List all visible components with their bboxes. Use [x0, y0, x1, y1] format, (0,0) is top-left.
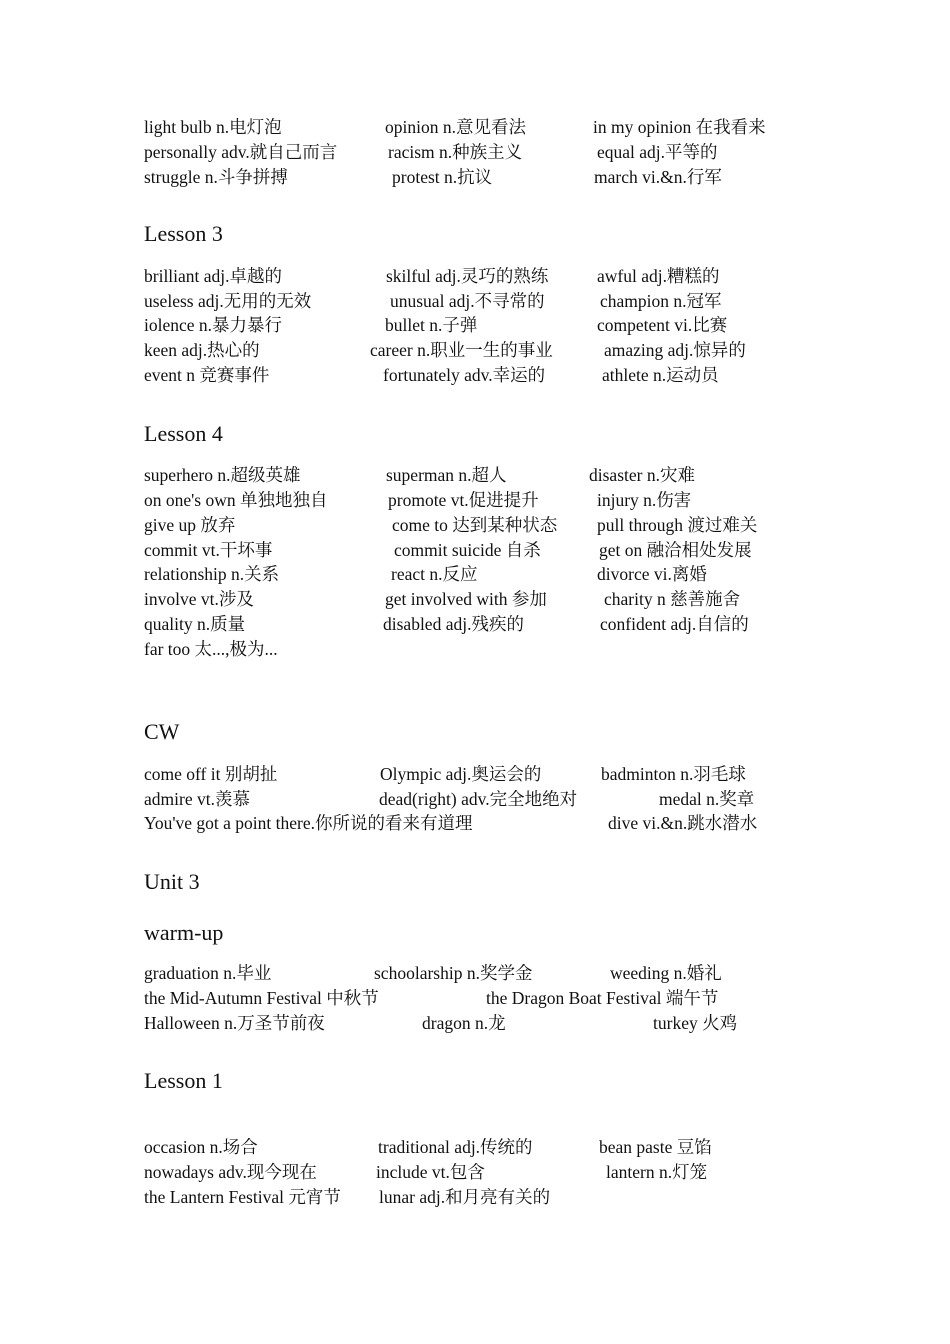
vocab-entry: weeding n.婚礼 [610, 963, 722, 983]
vocab-entry: give up 放弃 [144, 515, 236, 535]
vocab-entry: personally adv.就自己而言 [144, 142, 338, 162]
vocab-entry: schoolarship n.奖学金 [374, 963, 533, 983]
vocab-entry: divorce vi.离婚 [597, 564, 707, 584]
vocab-entry: get involved with 参加 [385, 589, 547, 609]
section-heading: warm-up [144, 920, 224, 945]
section-heading: CW [144, 719, 180, 744]
vocab-entry: dead(right) adv.完全地绝对 [379, 789, 578, 809]
vocab-entry: include vt.包含 [376, 1162, 485, 1182]
vocab-entry: turkey 火鸡 [653, 1013, 738, 1033]
vocab-entry: traditional adj.传统的 [378, 1137, 533, 1157]
vocab-entry: brilliant adj.卓越的 [144, 266, 283, 286]
vocab-entry: bean paste 豆馅 [599, 1137, 712, 1157]
vocab-entry: useless adj.无用的无效 [144, 291, 312, 311]
vocab-entry: in my opinion 在我看来 [593, 117, 766, 137]
vocab-entry: admire vt.羡慕 [144, 789, 250, 809]
vocab-entry: competent vi.比赛 [597, 315, 728, 335]
vocab-entry: quality n.质量 [144, 614, 246, 634]
vocab-entry: on one's own 单独地独自 [144, 490, 328, 510]
vocab-entry: far too 太...,极为... [144, 639, 278, 659]
vocab-entry: Halloween n.万圣节前夜 [144, 1013, 325, 1033]
vocab-entry: medal n.奖章 [659, 789, 755, 809]
section-heading: Lesson 4 [144, 421, 223, 446]
vocab-entry: confident adj.自信的 [600, 614, 749, 634]
vocab-entry: come to 达到某种状态 [392, 515, 558, 535]
vocab-entry: awful adj.糟糕的 [597, 266, 720, 286]
vocab-entry: relationship n.关系 [144, 564, 280, 584]
vocab-entry: lunar adj.和月亮有关的 [379, 1187, 551, 1207]
vocab-entry: the Mid-Autumn Festival 中秋节 [144, 988, 379, 1008]
vocab-entry: career n.职业一生的事业 [370, 340, 553, 360]
vocab-entry: unusual adj.不寻常的 [390, 291, 545, 311]
vocab-entry: march vi.&n.行军 [594, 167, 722, 187]
vocab-entry: come off it 别胡扯 [144, 764, 278, 784]
vocab-entry: badminton n.羽毛球 [601, 764, 746, 784]
vocab-entry: commit vt.干坏事 [144, 540, 273, 560]
vocab-entry: fortunately adv.幸运的 [383, 365, 546, 385]
vocab-entry: dragon n.龙 [422, 1013, 506, 1033]
vocab-entry: pull through 渡过难关 [597, 515, 758, 535]
vocab-entry: struggle n.斗争拼搏 [144, 167, 288, 187]
vocab-entry: event n 竞赛事件 [144, 365, 270, 385]
vocab-entry: disaster n.灾难 [589, 465, 695, 485]
vocab-entry: commit suicide 自杀 [394, 540, 541, 560]
vocab-entry: the Dragon Boat Festival 端午节 [486, 988, 719, 1008]
vocab-entry: skilful adj.灵巧的熟练 [386, 266, 549, 286]
vocab-entry: get on 融洽相处发展 [599, 540, 752, 560]
vocab-entry: superhero n.超级英雄 [144, 465, 301, 485]
vocab-entry: Olympic adj.奥运会的 [380, 764, 542, 784]
vocab-entry: charity n 慈善施舍 [604, 589, 741, 609]
vocab-entry: lantern n.灯笼 [606, 1162, 708, 1182]
vocab-entry: the Lantern Festival 元宵节 [144, 1187, 341, 1207]
vocab-entry: iolence n.暴力暴行 [144, 315, 283, 335]
vocab-entry: You've got a point there.你所说的看来有道理 [144, 813, 473, 833]
vocab-entry: involve vt.涉及 [144, 589, 254, 609]
vocab-entry: amazing adj.惊异的 [604, 340, 746, 360]
vocab-entry: champion n.冠军 [600, 291, 722, 311]
vocab-entry: bullet n.子弹 [385, 315, 478, 335]
section-heading: Lesson 1 [144, 1068, 223, 1093]
vocab-entry: dive vi.&n.跳水潜水 [608, 813, 758, 833]
vocab-entry: disabled adj.残疾的 [383, 614, 524, 634]
vocab-entry: graduation n.毕业 [144, 963, 272, 983]
vocab-entry: injury n.伤害 [597, 490, 692, 510]
vocab-entry: superman n.超人 [386, 465, 507, 485]
section-heading: Lesson 3 [144, 221, 223, 246]
unit-heading: Unit 3 [144, 869, 200, 894]
vocab-entry: light bulb n.电灯泡 [144, 117, 282, 137]
vocab-entry: promote vt.促进提升 [388, 490, 539, 510]
vocab-entry: occasion n.场合 [144, 1137, 258, 1157]
vocab-entry: racism n.种族主义 [388, 142, 523, 162]
vocab-entry: protest n.抗议 [392, 167, 493, 187]
vocab-entry: nowadays adv.现今现在 [144, 1162, 317, 1182]
vocab-entry: athlete n.运动员 [602, 365, 719, 385]
vocab-entry: opinion n.意见看法 [385, 117, 526, 137]
vocab-entry: equal adj.平等的 [597, 142, 718, 162]
vocab-entry: keen adj.热心的 [144, 340, 260, 360]
vocab-entry: react n.反应 [391, 564, 478, 584]
